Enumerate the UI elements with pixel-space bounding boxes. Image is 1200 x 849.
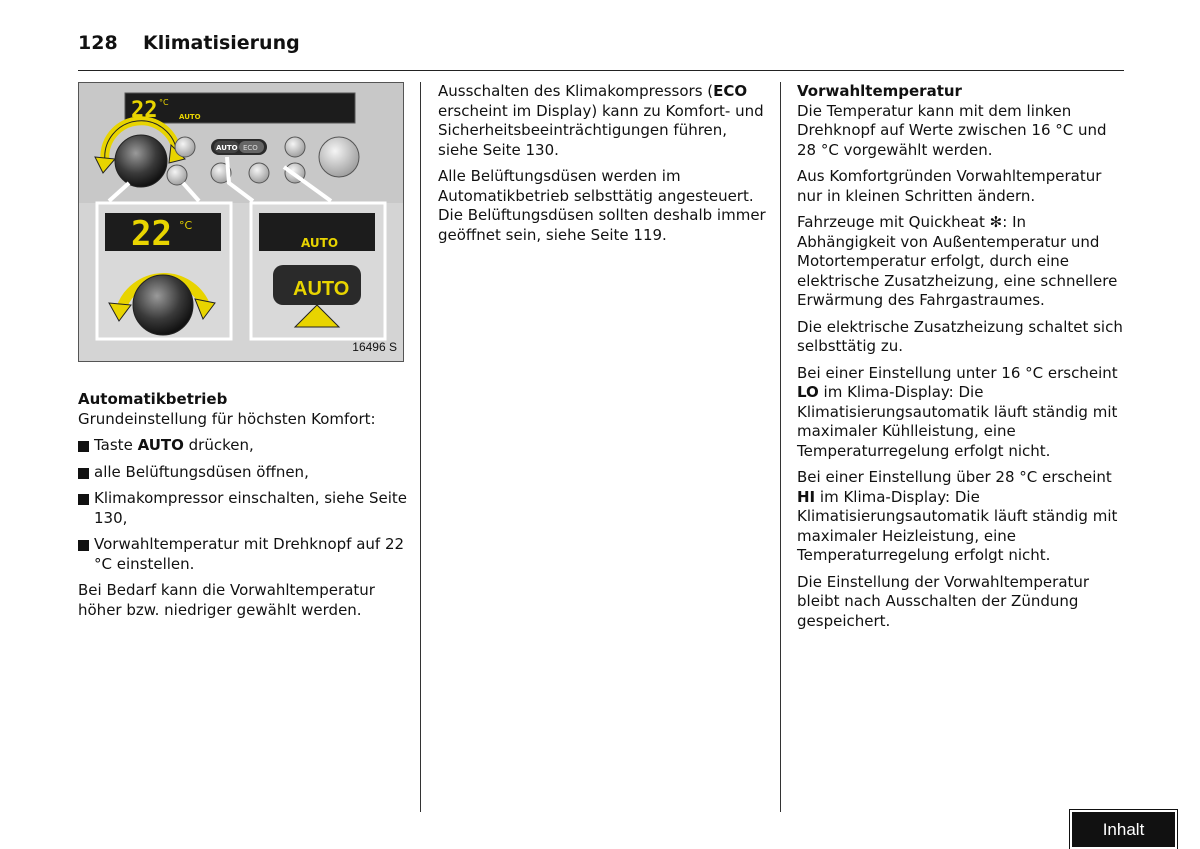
paragraph: Bei einer Einstellung unter 16 °C erscheint LO im Klima-Display: Die Klimatisierungsautomatik läuft ständig mit maximaler Kühlleistung, eine Temperaturregelung erfolgt nicht.: [797, 363, 1118, 460]
panel-display-temp: 22: [131, 98, 158, 123]
page-number: 128: [78, 32, 118, 54]
paragraph: Bei einer Einstellung über 28 °C erscheint HI im Klima-Display: Die Klimatisierungsautomatik läuft ständig mit maximaler Heizleistung, eine Temperaturregelung erfolgt nicht.: [797, 468, 1118, 564]
column-divider: [780, 82, 781, 812]
inhalt-button[interactable]: Inhalt: [1070, 810, 1177, 849]
paragraph: Aus Komfortgründen Vorwahltemperatur nur in kleinen Schritten ändern.: [797, 167, 1102, 205]
paragraph: Die Einstellung der Vorwahltemperatur bleibt nach Ausschalten der Zündung gespeichert.: [797, 572, 1090, 630]
zoom-display-temp: 22: [131, 214, 172, 254]
quickheat-icon: ✻: [989, 213, 1003, 231]
page-title: Klimatisierung: [143, 32, 300, 54]
paragraph: Die Temperatur kann mit dem linken Drehknopf auf Werte zwischen 16 °C und 28 °C vorgewählt werden.: [797, 101, 1107, 159]
paragraph: Fahrzeuge mit Quickheat ✻: In Abhängigkeit von Außentemperatur und Motortemperatur erfolgt, durch eine elektrische Zusatzheizung, eine schnellere Erwärmung des Fahrgastraumes.: [797, 213, 1118, 309]
panel-display-unit: °C: [159, 98, 169, 107]
panel-auto-button: AUTO: [216, 144, 238, 152]
column-left: [78, 82, 408, 627]
section-heading-vorwahltemperatur: Vorwahltemperatur: [797, 82, 962, 100]
zoom-display-unit: °C: [179, 219, 193, 232]
zoom-auto-button: AUTO: [293, 278, 350, 300]
paragraph: Die elektrische Zusatzheizung schaltet sich selbsttätig zu.: [797, 317, 1123, 355]
paragraph: Ausschalten des Klimakompressors (ECO erscheint im Display) kann zu Komfort- und Sicherheitsbeeinträchtigungen führen, siehe Seite 130.: [438, 82, 764, 159]
column-divider: [420, 82, 421, 812]
list-item: Taste AUTO drücken,: [78, 436, 408, 456]
panel-eco-button: ECO: [243, 144, 258, 152]
figure-caption: 16496 S: [352, 339, 397, 354]
column-middle: [438, 82, 768, 252]
list-item: Klimakompressor einschalten, siehe Seite 130,: [78, 489, 408, 528]
paragraph: Alle Belüftungsdüsen werden im Automatikbetrieb selbsttätig angesteuert. Die Belüftungsdüsen sollten deshalb immer geöffnet sein, siehe Seite 119.: [438, 167, 766, 244]
zoom-display-mode: AUTO: [301, 236, 339, 250]
list-item: Vorwahltemperatur mit Drehknopf auf 22 °C einstellen.: [78, 535, 408, 574]
climate-panel-illustration: [79, 83, 403, 361]
panel-display-mode: AUTO: [179, 113, 201, 121]
paragraph: Grundeinstellung für höchsten Komfort:: [78, 409, 376, 428]
page-header: [78, 30, 1124, 71]
section-heading-automatikbetrieb: Automatikbetrieb: [78, 390, 228, 408]
list-item: alle Belüftungsdüsen öffnen,: [78, 463, 408, 483]
climate-control-figure: [78, 82, 404, 362]
column-right: [797, 82, 1127, 638]
paragraph: Bei Bedarf kann die Vorwahltemperatur höher bzw. niedriger gewählt werden.: [78, 581, 375, 619]
